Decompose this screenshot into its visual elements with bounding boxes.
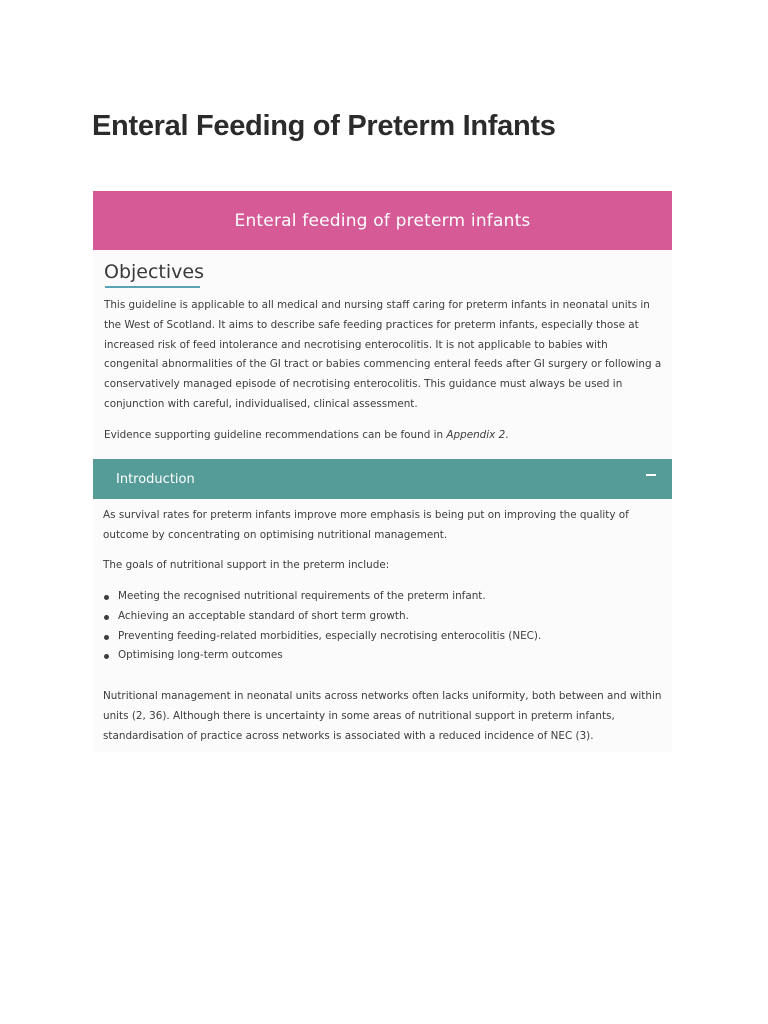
evidence-note: [104, 426, 664, 446]
banner-title: Enteral feeding of preterm infants: [234, 210, 531, 231]
objectives-paragraph: This guideline is applicable to all medical and nursing staff caring for preterm infants in neonatal units in the West of Scotland. It aims to describe safe feeding practices for preterm infants, especially those at increased risk of feed intolerance and necrotising enterocolitis. It is not applicable to babies with congenital abnormalities of the GI tract or babies commencing enteral feeds after GI surgery or following a conservatively managed episode of necrotising enterocolitis. This guidance must always be used in conjunction with careful, individualised, clinical assessment.: [104, 299, 662, 410]
goal-text: Meeting the recognised nutritional requirements of the preterm infant.: [118, 590, 486, 602]
appendix-reference: Appendix 2: [446, 429, 506, 441]
goal-text: Optimising long-term outcomes: [118, 649, 283, 662]
goals-list: [103, 587, 665, 666]
minus-icon[interactable]: [646, 474, 656, 476]
evidence-suffix: .: [505, 429, 509, 441]
guideline-banner: [93, 191, 672, 250]
introduction-header-label: Introduction: [116, 471, 195, 487]
goal-text: Preventing feeding-related morbidities, especially necrotising enterocolitis (NEC).: [118, 629, 542, 642]
bullet-icon: [104, 635, 109, 640]
list-item: [103, 587, 665, 607]
guideline-embed: [93, 191, 672, 752]
goals-intro: The goals of nutritional support in the preterm include:: [103, 559, 390, 571]
list-item: [103, 627, 665, 647]
bullet-icon: [104, 595, 109, 600]
objectives-underline: [105, 286, 200, 288]
introduction-accordion-header[interactable]: [93, 459, 672, 499]
introduction-paragraph: As survival rates for preterm infants improve more emphasis is being put on improving the quality of outcome by concentrating on optimising nutritional management.: [103, 509, 629, 541]
bullet-icon: [104, 654, 109, 659]
page-title: Enteral Feeding of Preterm Infants: [92, 110, 556, 142]
evidence-prefix: Evidence supporting guideline recommendations can be found in: [104, 429, 447, 441]
bullet-icon: [104, 615, 109, 620]
objectives-heading: Objectives: [104, 261, 204, 283]
nutrition-paragraph: Nutritional management in neonatal units across networks often lacks uniformity, both between and within units (2, 36). Although there is uncertainty in some areas of nutritional support in preterm infants, standardisation of practice across networks is associated with a reduced incidence of NEC (3).: [103, 690, 662, 742]
goal-text: Achieving an acceptable standard of short term growth.: [118, 609, 409, 622]
list-item: [103, 607, 665, 627]
list-item: [103, 646, 665, 666]
